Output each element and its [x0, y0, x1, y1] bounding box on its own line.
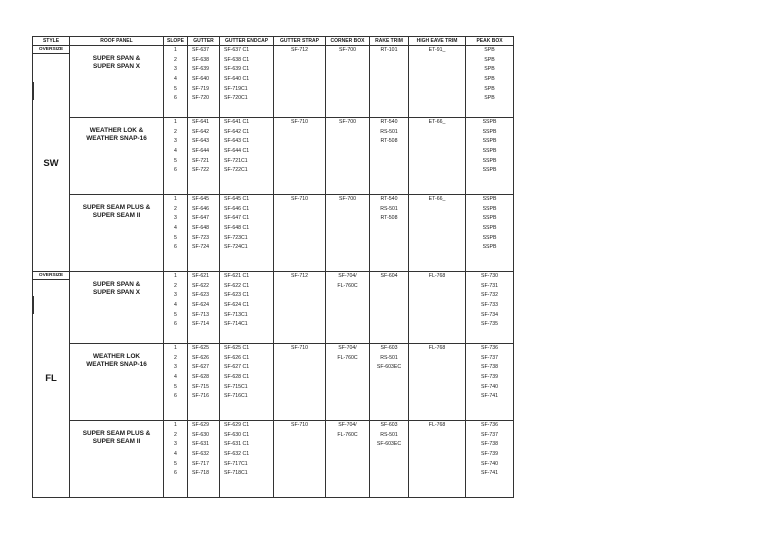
table-row [33, 46, 514, 118]
peak-box-value: SPB [484, 95, 495, 102]
header-high-eave-trim: HIGH EAVE TRIM [409, 37, 466, 46]
rake-trim-cell [370, 46, 409, 118]
gutter-endcap-cell [220, 118, 274, 195]
peak-box-value: SF-740 [480, 383, 498, 390]
gutter-endcap-value: SF-644 C1 [224, 148, 250, 155]
roof-panel-line: WEATHER LOK [92, 353, 141, 360]
gutter-strap-cell [274, 421, 326, 498]
header-corner-box: CORNER BOX [326, 37, 370, 46]
peak-box-value: SF-733 [480, 302, 498, 309]
peak-box-value: SF-741 [480, 393, 498, 400]
gutter-cell [188, 195, 220, 272]
high-eave-trim-cell [409, 195, 466, 272]
gutter-cell [188, 344, 220, 421]
gutter-endcap-value: SF-646 C1 [224, 205, 250, 212]
slope-value: 1 [174, 345, 177, 351]
peak-box-value: SSPB [482, 157, 497, 164]
peak-box-value: SF-736 [480, 422, 498, 428]
slope-value: 6 [174, 95, 177, 102]
gutter-strap-cell [274, 118, 326, 195]
gutter-endcap-value: SF-625 C1 [224, 345, 250, 351]
gutter-value: SF-718 [192, 470, 210, 477]
gutter-endcap-value: SF-721C1 [224, 157, 248, 164]
corner-box-value: FL-760C [337, 431, 358, 438]
margin-mark [33, 296, 34, 314]
rake-trim-value: RT-508 [380, 215, 398, 222]
slope-value: 3 [174, 292, 177, 299]
oversize-label: OVERSIZE [33, 272, 69, 280]
peak-box-value: SPB [484, 66, 495, 73]
high-eave-trim-value: FL-768 [428, 345, 446, 351]
rake-trim-value: RT-508 [380, 138, 398, 145]
peak-box-value: SF-736 [480, 345, 498, 351]
roof-panel-cell [70, 344, 164, 421]
table-row [33, 421, 514, 498]
corner-box-value: SF-704/ [338, 345, 357, 351]
slope-cell [164, 118, 188, 195]
gutter-value: SF-637 [192, 47, 210, 53]
peak-box-value: SSPB [482, 196, 497, 202]
gutter-cell [188, 118, 220, 195]
slope-value: 1 [174, 196, 177, 202]
gutter-endcap-value: SF-720C1 [224, 95, 248, 102]
rake-trim-cell [370, 195, 409, 272]
header-style: STYLE [33, 37, 70, 46]
roof-panel-name [70, 344, 163, 369]
gutter-strap-value: SF-710 [290, 119, 308, 125]
gutter-value: SF-642 [192, 128, 210, 135]
slope-cell [164, 272, 188, 344]
slope-value: 4 [174, 374, 177, 381]
slope-value: 2 [174, 431, 177, 438]
gutter-endcap-value: SF-722C1 [224, 167, 248, 174]
gutter-endcap-cell [220, 195, 274, 272]
header-gutter: GUTTER [188, 37, 220, 46]
gutter-endcap-value: SF-624 C1 [224, 302, 250, 309]
slope-value: 5 [174, 85, 177, 92]
roof-panel-cell [70, 195, 164, 272]
gutter-value: SF-644 [192, 148, 210, 155]
slope-value: 1 [174, 119, 177, 125]
gutter-value: SF-632 [192, 451, 210, 458]
gutter-value: SF-720 [192, 95, 210, 102]
gutter-value: SF-639 [192, 66, 210, 73]
peak-box-value: SF-737 [480, 431, 498, 438]
peak-box-value: SF-739 [480, 374, 498, 381]
gutter-endcap-value: SF-645 C1 [224, 196, 250, 202]
gutter-value: SF-623 [192, 292, 210, 299]
gutter-endcap-value: SF-638 C1 [224, 56, 250, 63]
roof-panel-name [70, 46, 163, 71]
gutter-endcap-value: SF-713C1 [224, 311, 248, 318]
peak-box-value: SF-737 [480, 354, 498, 361]
gutter-value: SF-627 [192, 364, 210, 371]
slope-cell [164, 195, 188, 272]
corner-box-value: SF-700 [338, 119, 356, 125]
peak-box-value: SF-731 [480, 282, 498, 289]
gutter-endcap-cell [220, 272, 274, 344]
gutter-strap-cell [274, 195, 326, 272]
rake-trim-value: RS-501 [380, 354, 398, 361]
roof-panel-line: SUPER SEAM II [92, 212, 141, 219]
gutter-value: SF-625 [192, 345, 210, 351]
roof-panel-line: SUPER SPAN X [92, 63, 141, 70]
slope-value: 2 [174, 282, 177, 289]
high-eave-trim-value: FL-768 [428, 273, 446, 279]
roof-panel-line: WEATHER LOK & [89, 127, 144, 134]
gutter-value: SF-630 [192, 431, 210, 438]
slope-value: 5 [174, 383, 177, 390]
gutter-value: SF-624 [192, 302, 210, 309]
gutter-endcap-value: SF-717C1 [224, 460, 248, 467]
corner-box-cell [326, 118, 370, 195]
rake-trim-value: RS-501 [380, 205, 398, 212]
high-eave-trim-cell [409, 272, 466, 344]
gutter-endcap-value: SF-622 C1 [224, 282, 250, 289]
gutter-strap-value: SF-712 [290, 273, 308, 279]
slope-value: 2 [174, 128, 177, 135]
peak-box-cell [466, 344, 514, 421]
roof-panel-name [70, 272, 163, 297]
header-rake-trim: RAKE TRIM [370, 37, 409, 46]
peak-box-value: SF-741 [480, 470, 498, 477]
slope-value: 6 [174, 321, 177, 328]
header-roof-panel: ROOF PANEL [70, 37, 164, 46]
corner-box-cell [326, 421, 370, 498]
margin-mark [33, 82, 34, 100]
gutter-endcap-value: SF-629 C1 [224, 422, 250, 428]
gutter-value: SF-717 [192, 460, 210, 467]
high-eave-trim-cell [409, 118, 466, 195]
corner-box-value: SF-704/ [338, 422, 357, 428]
slope-value: 1 [174, 273, 177, 279]
high-eave-trim-value: ET-91_ [428, 47, 446, 53]
table-row [33, 272, 514, 344]
roof-panel-name [70, 118, 163, 143]
oversize-label: OVERSIZE [33, 46, 69, 54]
gutter-value: SF-646 [192, 205, 210, 212]
slope-value: 2 [174, 354, 177, 361]
roof-panel-line: SUPER SEAM II [92, 438, 141, 445]
peak-box-cell [466, 195, 514, 272]
roof-panel-name [70, 421, 163, 446]
gutter-value: SF-638 [192, 56, 210, 63]
slope-cell [164, 344, 188, 421]
slope-value: 5 [174, 234, 177, 241]
slope-value: 6 [174, 393, 177, 400]
corner-box-value: SF-700 [338, 196, 356, 202]
peak-box-value: SSPB [482, 148, 497, 155]
gutter-endcap-value: SF-623 C1 [224, 292, 250, 299]
slope-value: 3 [174, 138, 177, 145]
header-peak-box: PEAK BOX [466, 37, 514, 46]
peak-box-value: SPB [484, 47, 495, 53]
gutter-endcap-value: SF-715C1 [224, 383, 248, 390]
corner-box-value: FL-760C [337, 354, 358, 361]
table-body [33, 46, 514, 498]
peak-box-value: SF-738 [480, 364, 498, 371]
roof-panel-line: WEATHER SNAP-16 [86, 135, 147, 142]
gutter-value: SF-723 [192, 234, 210, 241]
header-slope: SLOPE [164, 37, 188, 46]
corner-box-value: SF-704/ [338, 273, 357, 279]
gutter-value: SF-631 [192, 441, 210, 448]
gutter-value: SF-621 [192, 273, 210, 279]
gutter-value: SF-645 [192, 196, 210, 202]
peak-box-value: SF-734 [480, 311, 498, 318]
gutter-strap-value: SF-710 [290, 345, 308, 351]
corner-box-cell [326, 46, 370, 118]
gutter-endcap-cell [220, 46, 274, 118]
peak-box-value: SF-730 [480, 273, 498, 279]
slope-value: 1 [174, 422, 177, 428]
rake-trim-cell [370, 421, 409, 498]
peak-box-cell [466, 421, 514, 498]
corner-box-value: FL-760C [337, 282, 358, 289]
gutter-value: SF-628 [192, 374, 210, 381]
gutter-endcap-value: SF-724C1 [224, 244, 248, 251]
peak-box-value: SSPB [482, 167, 497, 174]
roof-panel-cell [70, 272, 164, 344]
style-code: SW [43, 158, 59, 169]
gutter-endcap-value: SF-621 C1 [224, 273, 250, 279]
roof-panel-line: SUPER SEAM PLUS & [82, 204, 151, 211]
gutter-value: SF-622 [192, 282, 210, 289]
rake-trim-value: RT-540 [380, 196, 398, 202]
header-row [33, 37, 514, 46]
rake-trim-value: SF-603 [380, 345, 398, 351]
roof-panel-cell [70, 118, 164, 195]
header-gutter-strap: GUTTER STRAP [274, 37, 326, 46]
rake-trim-value: SF-603 [380, 422, 398, 428]
rake-trim-value: RS-501 [380, 431, 398, 438]
rake-trim-cell [370, 272, 409, 344]
style-code: FL [45, 373, 57, 384]
slope-value: 6 [174, 244, 177, 251]
gutter-value: SF-721 [192, 157, 210, 164]
rake-trim-cell [370, 344, 409, 421]
roof-panel-line: SUPER SPAN X [92, 289, 141, 296]
gutter-endcap-value: SF-647 C1 [224, 215, 250, 222]
gutter-cell [188, 46, 220, 118]
rake-trim-value: SF-603EC [376, 441, 402, 448]
roof-panel-cell [70, 421, 164, 498]
gutter-endcap-value: SF-632 C1 [224, 451, 250, 458]
gutter-endcap-value: SF-643 C1 [224, 138, 250, 145]
rake-trim-value: SF-604 [380, 273, 398, 279]
gutter-endcap-value: SF-631 C1 [224, 441, 250, 448]
peak-box-cell [466, 118, 514, 195]
peak-box-value: SF-739 [480, 451, 498, 458]
peak-box-value: SSPB [482, 234, 497, 241]
roof-trim-table [32, 36, 514, 498]
table-row [33, 344, 514, 421]
slope-value: 5 [174, 157, 177, 164]
gutter-endcap-value: SF-723C1 [224, 234, 248, 241]
peak-box-cell [466, 46, 514, 118]
high-eave-trim-value: ET-66_ [428, 196, 446, 202]
gutter-cell [188, 421, 220, 498]
gutter-endcap-value: SF-626 C1 [224, 354, 250, 361]
gutter-value: SF-629 [192, 422, 210, 428]
style-cell-sw [33, 46, 70, 272]
gutter-value: SF-715 [192, 383, 210, 390]
gutter-endcap-value: SF-719C1 [224, 85, 248, 92]
rake-trim-value: SF-603EC [376, 364, 402, 371]
peak-box-value: SF-740 [480, 460, 498, 467]
gutter-value: SF-716 [192, 393, 210, 400]
peak-box-value: SSPB [482, 215, 497, 222]
slope-value: 3 [174, 215, 177, 222]
gutter-value: SF-648 [192, 225, 210, 232]
peak-box-value: SSPB [482, 128, 497, 135]
slope-cell [164, 46, 188, 118]
roof-panel-line: SUPER SEAM PLUS & [82, 430, 151, 437]
gutter-endcap-value: SF-637 C1 [224, 47, 250, 53]
peak-box-value: SF-738 [480, 441, 498, 448]
slope-value: 3 [174, 364, 177, 371]
roof-panel-line: SUPER SPAN & [92, 55, 141, 62]
corner-box-cell [326, 344, 370, 421]
slope-value: 2 [174, 56, 177, 63]
gutter-strap-value: SF-710 [290, 196, 308, 202]
peak-box-value: SSPB [482, 225, 497, 232]
slope-value: 6 [174, 470, 177, 477]
gutter-endcap-value: SF-627 C1 [224, 364, 250, 371]
rake-trim-cell [370, 118, 409, 195]
gutter-value: SF-643 [192, 138, 210, 145]
slope-value: 5 [174, 311, 177, 318]
gutter-endcap-cell [220, 344, 274, 421]
peak-box-value: SF-732 [480, 292, 498, 299]
gutter-endcap-value: SF-641 C1 [224, 119, 250, 125]
roof-panel-cell [70, 46, 164, 118]
gutter-endcap-value: SF-642 C1 [224, 128, 250, 135]
gutter-value: SF-714 [192, 321, 210, 328]
gutter-strap-cell [274, 46, 326, 118]
rake-trim-value: RT-101 [380, 47, 398, 53]
slope-value: 6 [174, 167, 177, 174]
corner-box-value: SF-700 [338, 47, 356, 53]
gutter-strap-value: SF-710 [290, 422, 308, 428]
slope-value: 4 [174, 302, 177, 309]
peak-box-value: SSPB [482, 205, 497, 212]
peak-box-value: SPB [484, 85, 495, 92]
slope-value: 4 [174, 451, 177, 458]
rake-trim-value: RT-540 [380, 119, 398, 125]
gutter-endcap-value: SF-648 C1 [224, 225, 250, 232]
gutter-endcap-value: SF-630 C1 [224, 431, 250, 438]
slope-value: 4 [174, 225, 177, 232]
gutter-value: SF-640 [192, 76, 210, 83]
slope-value: 3 [174, 66, 177, 73]
corner-box-cell [326, 272, 370, 344]
roof-panel-name [70, 195, 163, 220]
peak-box-cell [466, 272, 514, 344]
corner-box-cell [326, 195, 370, 272]
gutter-value: SF-641 [192, 119, 210, 125]
gutter-endcap-value: SF-640 C1 [224, 76, 250, 83]
gutter-value: SF-647 [192, 215, 210, 222]
high-eave-trim-value: ET-66_ [428, 119, 446, 125]
gutter-strap-cell [274, 344, 326, 421]
gutter-value: SF-626 [192, 354, 210, 361]
gutter-endcap-value: SF-628 C1 [224, 374, 250, 381]
gutter-value: SF-713 [192, 311, 210, 318]
gutter-endcap-value: SF-716C1 [224, 393, 248, 400]
gutter-value: SF-719 [192, 85, 210, 92]
table-row [33, 195, 514, 272]
style-cell-fl [33, 272, 70, 498]
roof-panel-line: WEATHER SNAP-16 [86, 361, 147, 368]
gutter-strap-cell [274, 272, 326, 344]
peak-box-value: SPB [484, 56, 495, 63]
gutter-strap-value: SF-712 [290, 47, 308, 53]
rake-trim-value: RS-501 [380, 128, 398, 135]
gutter-endcap-value: SF-639 C1 [224, 66, 250, 73]
table-row [33, 118, 514, 195]
gutter-endcap-cell [220, 421, 274, 498]
slope-value: 5 [174, 460, 177, 467]
gutter-cell [188, 272, 220, 344]
high-eave-trim-value: FL-768 [428, 422, 446, 428]
slope-cell [164, 421, 188, 498]
header-gutter-endcap: GUTTER ENDCAP [220, 37, 274, 46]
high-eave-trim-cell [409, 46, 466, 118]
slope-value: 1 [174, 47, 177, 53]
peak-box-value: SPB [484, 76, 495, 83]
slope-value: 4 [174, 76, 177, 83]
peak-box-value: SF-735 [480, 321, 498, 328]
gutter-value: SF-722 [192, 167, 210, 174]
slope-value: 4 [174, 148, 177, 155]
peak-box-value: SSPB [482, 244, 497, 251]
slope-value: 3 [174, 441, 177, 448]
slope-value: 2 [174, 205, 177, 212]
gutter-value: SF-724 [192, 244, 210, 251]
peak-box-value: SSPB [482, 138, 497, 145]
roof-panel-line: SUPER SPAN & [92, 281, 141, 288]
gutter-endcap-value: SF-714C1 [224, 321, 248, 328]
gutter-endcap-value: SF-718C1 [224, 470, 248, 477]
high-eave-trim-cell [409, 344, 466, 421]
high-eave-trim-cell [409, 421, 466, 498]
peak-box-value: SSPB [482, 119, 497, 125]
